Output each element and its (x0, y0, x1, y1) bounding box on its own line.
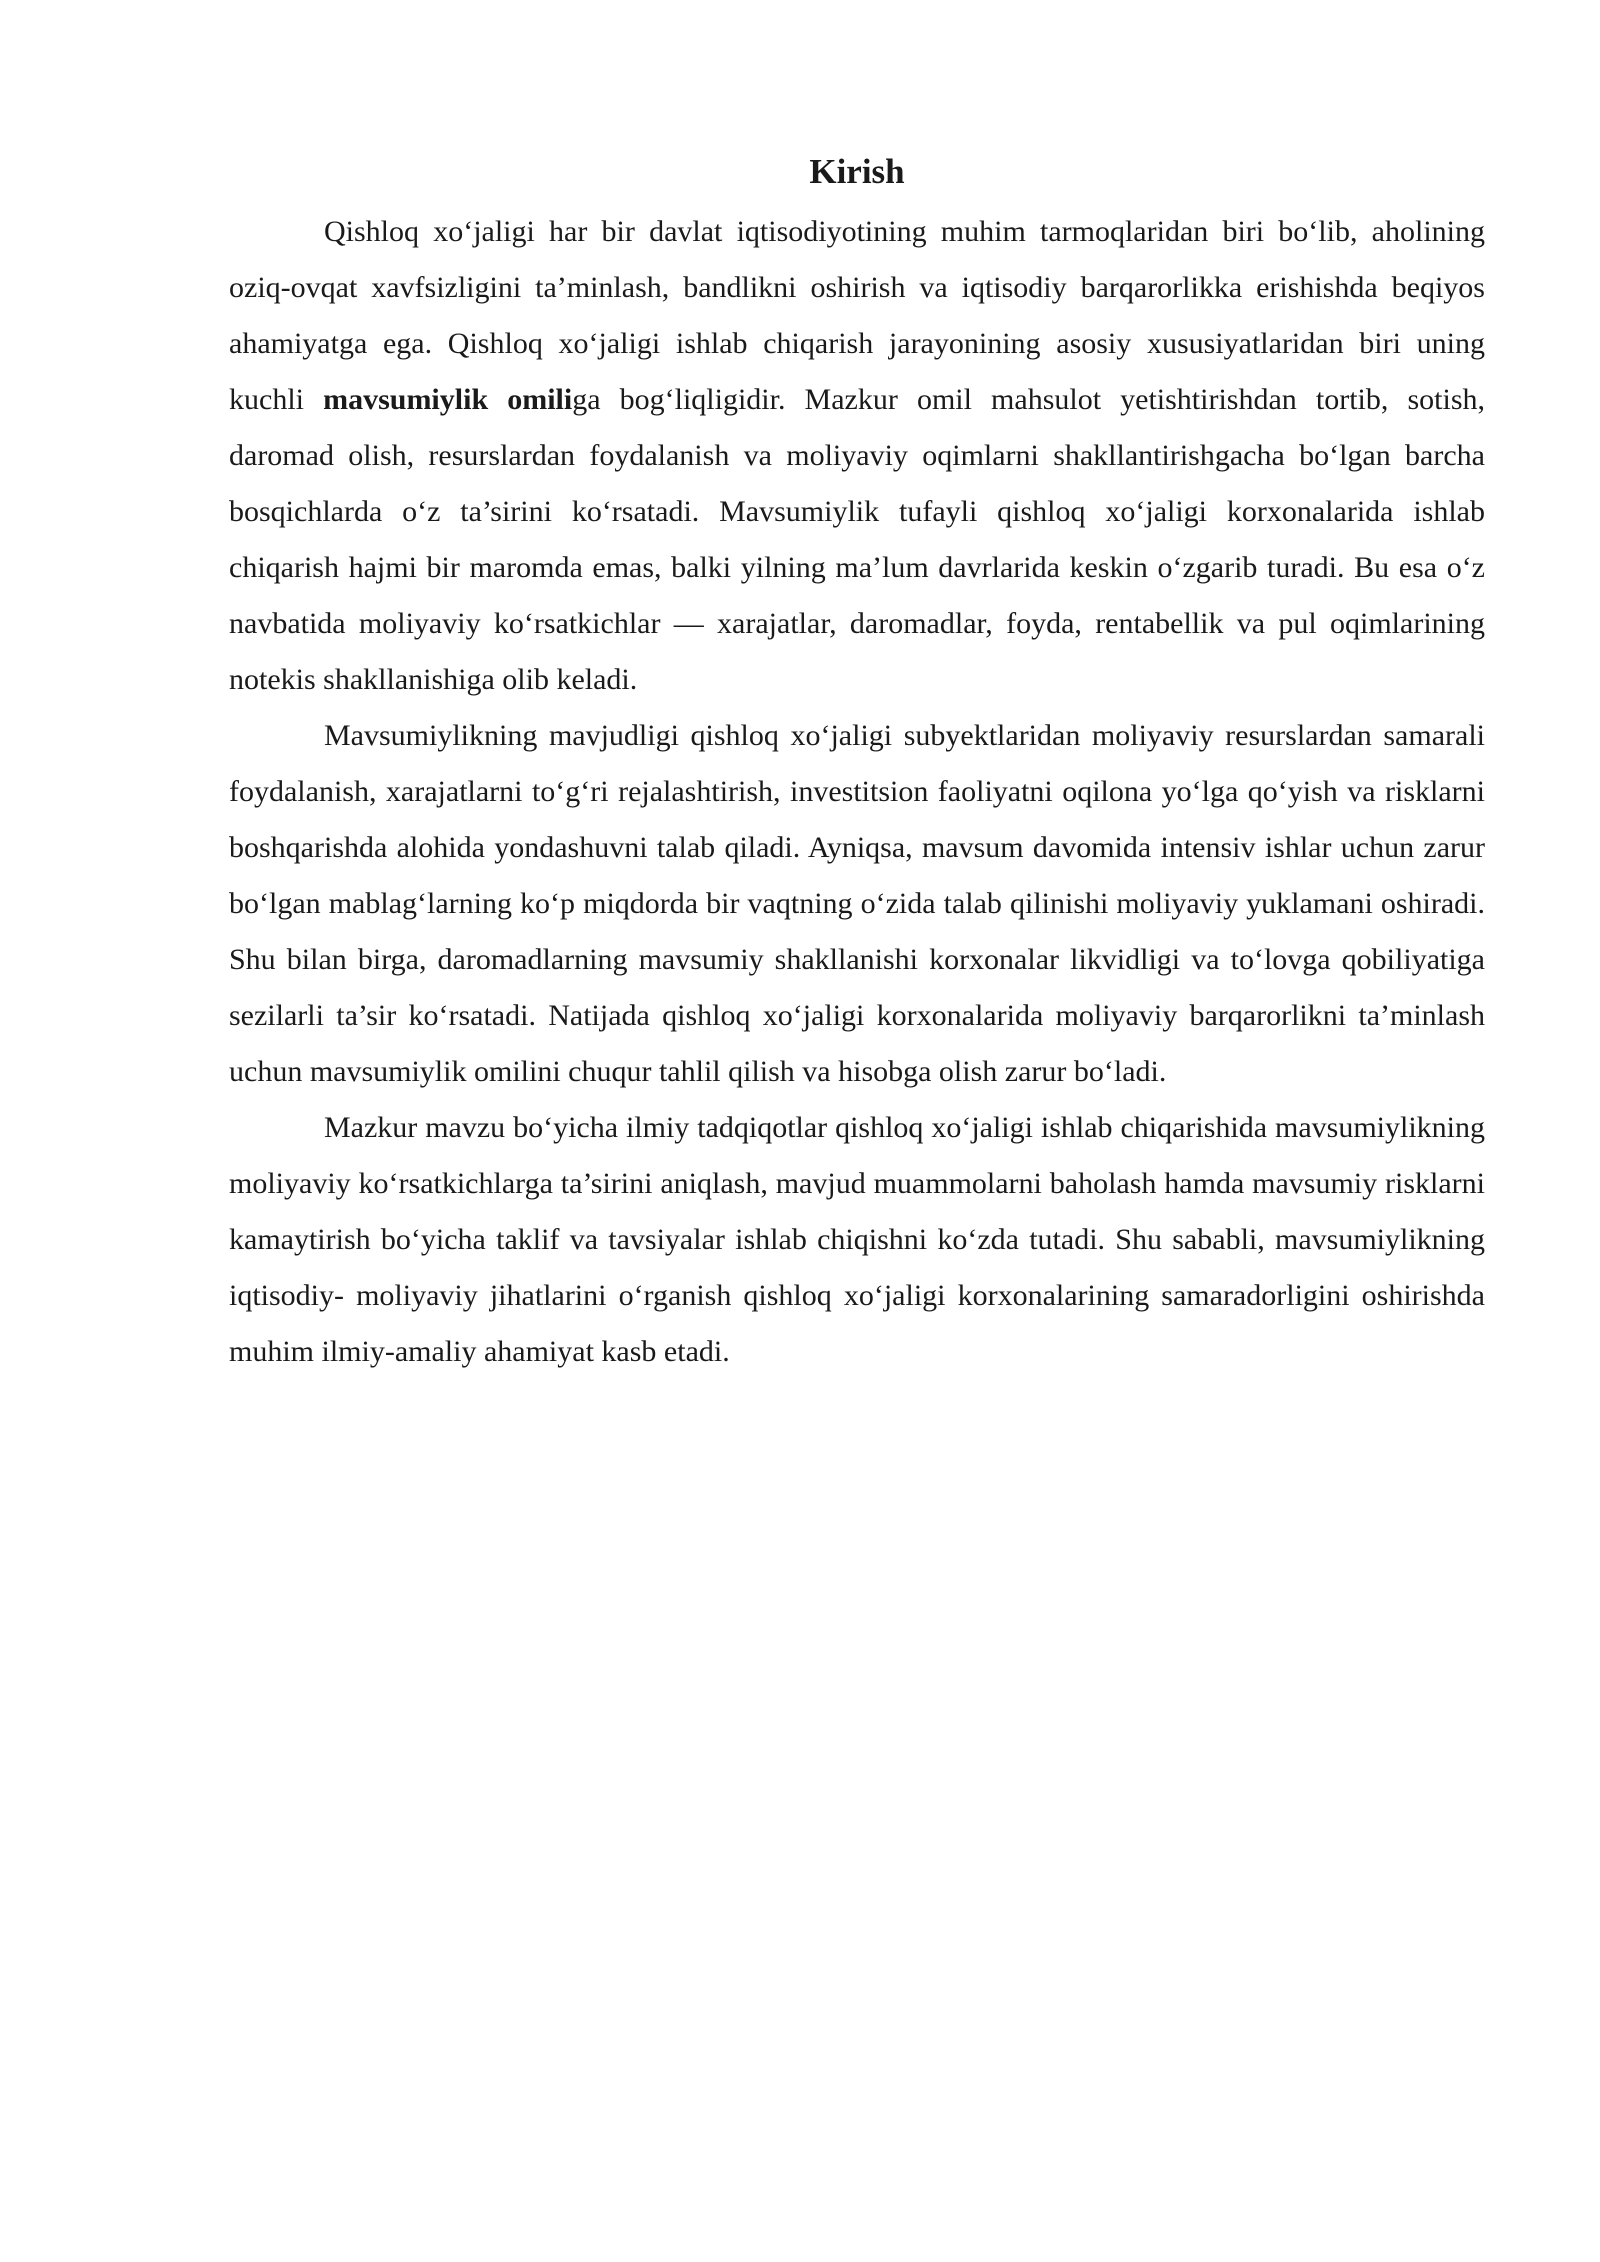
paragraph-3: Mazkur mavzu bo‘yicha ilmiy tadqiqotlar qishloq xo‘jaligi ishlab chiqarishida mavsumiylikning moliyaviy ko‘rsatkichlarga ta’sirini aniqlash, mavjud muammolarni baholash hamda mavsumiy risklarni kamaytirish bo‘yicha taklif va tavsiyalar ishlab chiqishni ko‘zda tutadi. Shu sababli, mavsumiylikning iqtisodiy- moliyaviy jihatlarini o‘rganish qishloq xo‘jaligi korxonalarining samaradorligini oshirishda muhim ilmiy-amaliy ahamiyat kasb etadi. (229, 1111, 1485, 1368)
page-title: Kirish (809, 152, 905, 191)
paragraph-1 (229, 204, 1485, 708)
paragraph-1-text-start: Qishloq xo‘jaligi har bir davlat iqtisodiyotining muhim tarmoqlaridan biri bo‘lib, aholining oziq-ovqat xavfsizligini ta’minlash, bandlikni oshirish va iqtisodiy barqarorlikka erishishda beqiyos ahamiyatga ega. Qishloq xo‘jaligi ishlab chiqarish jarayonining asosiy xususiyatlaridan biri uning kuchli (229, 215, 1485, 416)
paragraph-2: Mavsumiylikning mavjudligi qishloq xo‘jaligi subyektlaridan moliyaviy resurslardan samarali foydalanish, xarajatlarni to‘g‘ri rejalashtirish, investitsion faoliyatni oqilona yo‘lga qo‘yish va risklarni boshqarishda alohida yondashuvni talab qiladi. Ayniqsa, mavsum davomida intensiv ishlar uchun zarur bo‘lgan mablag‘larning ko‘p miqdorda bir vaqtning o‘zida talab qilinishi moliyaviy yuklamani oshiradi. Shu bilan birga, daromadlarning mavsumiy shakllanishi korxonalar likvidligi va to‘lovga qobiliyatiga sezilarli ta’sir ko‘rsatadi. Natijada qishloq xo‘jaligi korxonalarida moliyaviy barqarorlikni ta’minlash uchun mavsumiylik omilini chuqur tahlil qilish va hisobga olish zarur bo‘ladi. (229, 719, 1485, 1088)
document-body (229, 148, 1485, 1380)
paragraph-1-text-end: ga bog‘liqligidir. Mazkur omil mahsulot yetishtirishdan tortib, sotish, daromad olish, resurslardan foydalanish va moliyaviy oqimlarni shakllantirishgacha bo‘lgan barcha bosqichlarda o‘z ta’sirini ko‘rsatadi. Mavsumiylik tufayli qishloq xo‘jaligi korxonalarida ishlab chiqarish hajmi bir maromda emas, balki yilning ma’lum davrlarida keskin o‘zgarib turadi. Bu esa o‘z navbatida moliyaviy ko‘rsatkichlar — xarajatlar, daromadlar, foyda, rentabellik va pul oqimlarining notekis shakllanishiga olib keladi. (229, 383, 1485, 696)
paragraph-1-bold-term: mavsumiylik omili (323, 383, 573, 416)
